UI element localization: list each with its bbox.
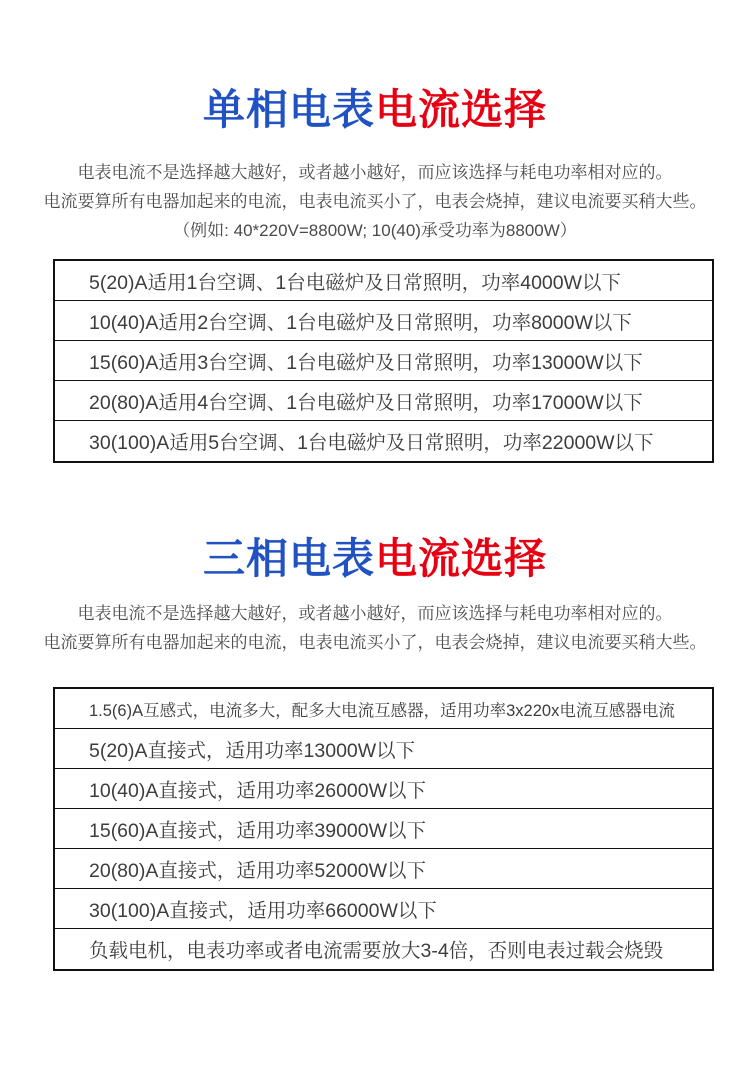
three-phase-title	[0, 535, 750, 583]
table-row: 5(20)A直接式，适用功率13000W以下	[55, 729, 712, 769]
table-row: 20(80)A直接式，适用功率52000W以下	[55, 849, 712, 889]
single-phase-section	[0, 0, 750, 463]
table-row: 1.5(6)A互感式，电流多大，配多大电流互感器，适用功率3x220x电流互感器电流	[55, 689, 712, 729]
intro-line: 电表电流不是选择越大越好，或者越小越好，而应该选择与耗电功率相对应的。	[77, 163, 673, 182]
table-row: 20(80)A适用4台空调、1台电磁炉及日常照明，功率17000W以下	[55, 381, 712, 421]
single-phase-title-red: 电流选择	[375, 86, 548, 133]
table-row: 10(40)A适用2台空调、1台电磁炉及日常照明，功率8000W以下	[55, 301, 712, 341]
intro-line: 电流要算所有电器加起来的电流，电表电流买小了，电表会烧掉，建议电流要买稍大些。	[43, 192, 707, 211]
single-phase-title	[0, 0, 750, 134]
intro-line: 电表电流不是选择越大越好，或者越小越好，而应该选择与耗电功率相对应的。	[77, 604, 673, 623]
table-row: 15(60)A适用3台空调、1台电磁炉及日常照明，功率13000W以下	[55, 341, 712, 381]
intro-example-line: （例如: 40*220V=8800W; 10(40)承受功率为8800W）	[173, 221, 577, 240]
three-phase-section	[0, 535, 750, 971]
table-row: 30(100)A适用5台空调、1台电磁炉及日常照明，功率22000W以下	[89, 432, 654, 454]
three-phase-title-red: 电流选择	[375, 535, 548, 582]
table-row: 15(60)A直接式，适用功率39000W以下	[55, 809, 712, 849]
table-row: 10(40)A直接式，适用功率26000W以下	[55, 769, 712, 809]
three-phase-intro	[0, 599, 750, 657]
intro-line: 电流要算所有电器加起来的电流，电表电流买小了，电表会烧掉，建议电流要买稍大些。	[43, 633, 707, 652]
single-phase-intro	[0, 158, 750, 245]
single-phase-title-blue: 单相电表	[202, 86, 375, 133]
three-phase-title-blue: 三相电表	[202, 535, 375, 582]
three-phase-table	[53, 687, 714, 971]
single-phase-table	[53, 259, 714, 463]
table-row: 5(20)A适用1台空调、1台电磁炉及日常照明，功率4000W以下	[55, 261, 712, 301]
table-row: 负载电机，电表功率或者电流需要放大3-4倍，否则电表过载会烧毁	[89, 940, 664, 962]
table-row: 30(100)A直接式，适用功率66000W以下	[55, 889, 712, 929]
